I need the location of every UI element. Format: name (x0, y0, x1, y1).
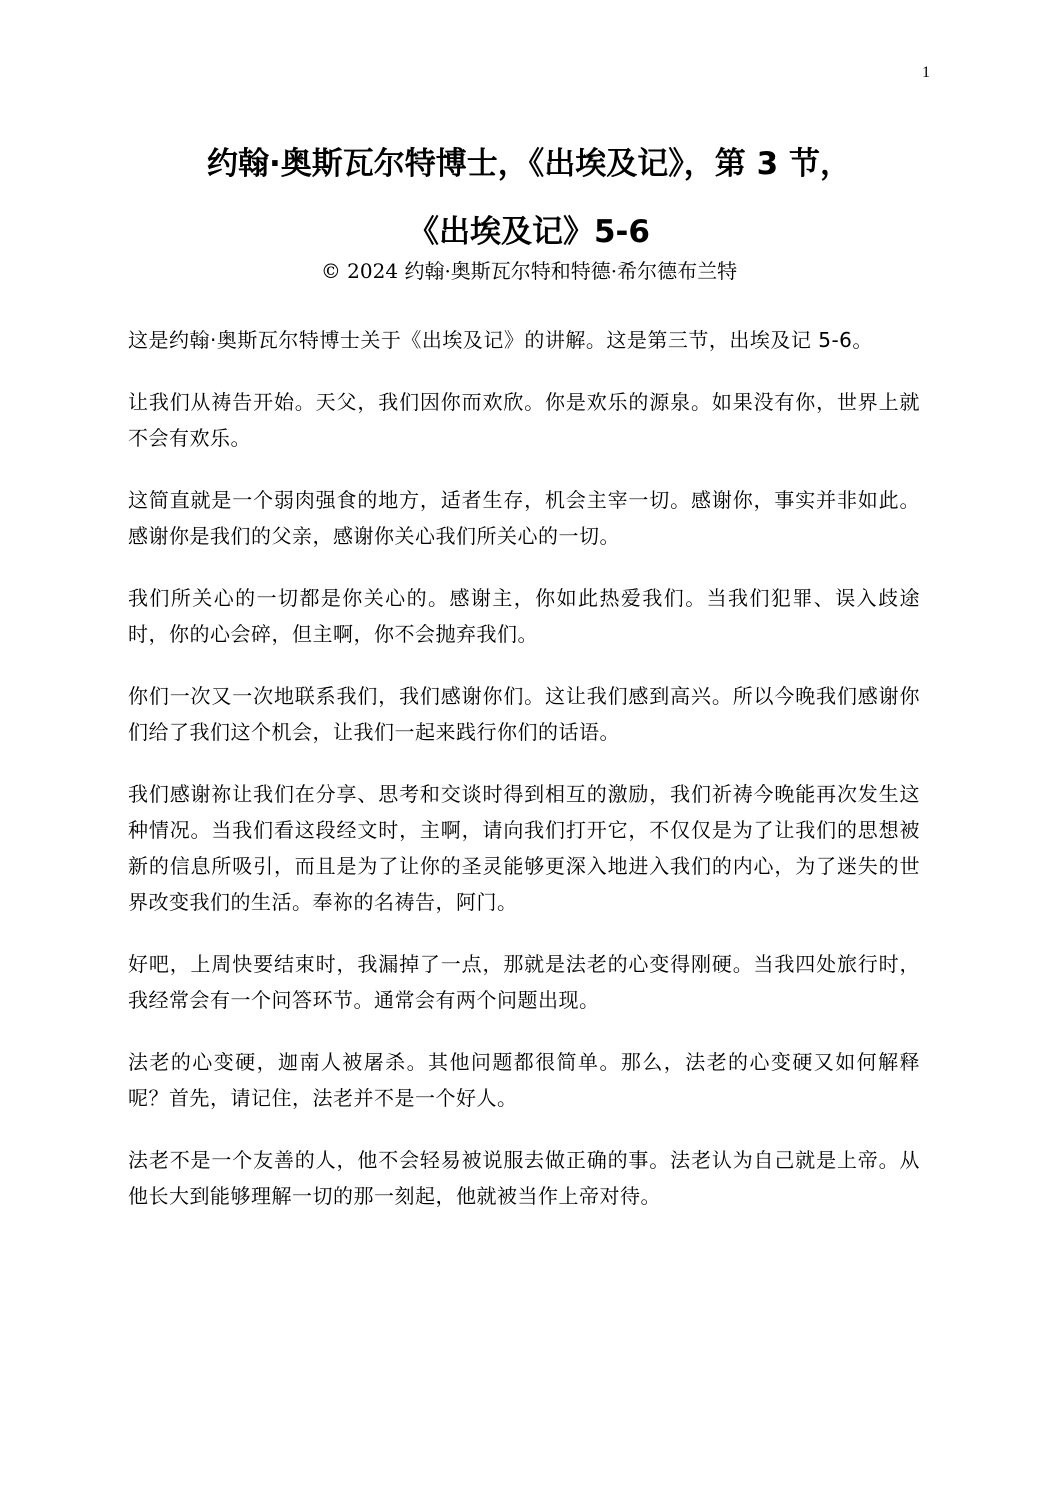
paragraph: 法老不是一个友善的人，他不会轻易被说服去做正确的事。法老认为自己就是上帝。从他长大到能够理解一切的那一刻起，他就被当作上帝对待。 (128, 1148, 920, 1208)
paragraph: 我们所关心的一切都是你关心的。感谢主，你如此热爱我们。当我们犯罪、误入歧途时，你的心会碎，但主啊，你不会抛弃我们。 (128, 586, 920, 646)
paragraph: 让我们从祷告开始。天父，我们因你而欢欣。你是欢乐的源泉。如果没有你，世界上就不会有欢乐。 (128, 390, 920, 450)
paragraph: 我们感谢祢让我们在分享、思考和交谈时得到相互的激励，我们祈祷今晚能再次发生这种情况。当我们看这段经文时，主啊，请向我们打开它，不仅仅是为了让我们的思想被新的信息所吸引，而且是为了让你的圣灵能够更深入地进入我们的内心，为了迷失的世界改变我们的生活。奉祢的名祷告，阿门。 (128, 782, 920, 914)
paragraph: 你们一次又一次地联系我们，我们感谢你们。这让我们感到高兴。所以今晚我们感谢你们给了我们这个机会，让我们一起来践行你们的话语。 (128, 684, 920, 744)
paragraph: 好吧，上周快要结束时，我漏掉了一点，那就是法老的心变得刚硬。当我四处旅行时，我经常会有一个问答环节。通常会有两个问题出现。 (128, 952, 920, 1012)
document-title (0, 130, 1058, 266)
title-line-1: 约翰·奥斯瓦尔特博士，《出埃及记》，第 3 节， (207, 146, 851, 182)
copyright-line: © 2024 约翰·奥斯瓦尔特和特德·希尔德布兰特 (320, 259, 738, 283)
paragraph: 法老的心变硬，迦南人被屠杀。其他问题都很简单。那么，法老的心变硬又如何解释呢？首先，请记住，法老并不是一个好人。 (128, 1050, 920, 1110)
title-line-2: 《出埃及记》5-6 (407, 214, 650, 250)
paragraph: 这简直就是一个弱肉强食的地方，适者生存，机会主宰一切。感谢你，事实并非如此。感谢你是我们的父亲，感谢你关心我们所关心的一切。 (128, 488, 920, 548)
document-body (128, 322, 920, 1240)
page-number: 1 (922, 64, 930, 81)
paragraph: 这是约翰·奥斯瓦尔特博士关于《出埃及记》的讲解。这是第三节，出埃及记 5-6。 (128, 328, 873, 352)
